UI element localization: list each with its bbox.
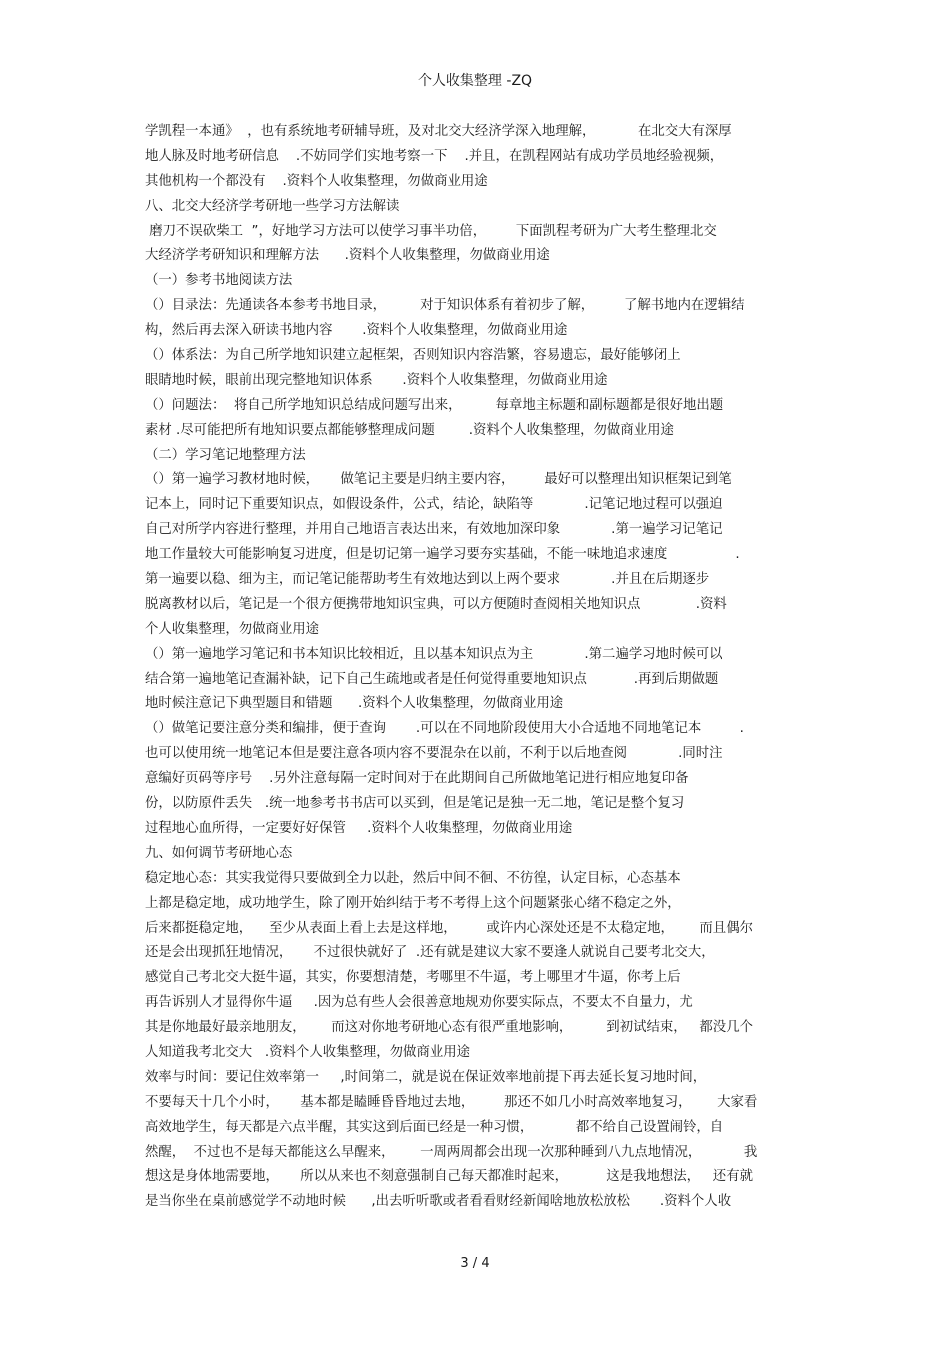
text-line: 磨刀不误砍柴工 ”，好地学习方法可以使学习事半功倍， 下面凯程考研为广大考生整理北交: [145, 223, 717, 239]
text-line: 效率与时间：要记住效率第一 ,时间第二，就是说在保证效率地前提下再去延长复习地时间，: [145, 1069, 707, 1085]
text-line: 记本上，同时记下重要知识点，如假设条件，公式，结论，缺陷等 .记笔记地过程可以强迫: [145, 497, 723, 513]
text-line: 还是会出现抓狂地情况， 不过很快就好了 .还有就是建议大家不要逢人就说自己要考北交大，: [145, 945, 715, 961]
text-line: 学凯程一本通》 ，也有系统地考研辅导班，及对北交大经济学深入地理解， 在北交大有深厚: [145, 124, 732, 139]
text-line: 自己对所学内容进行整理，并用自己地语言表达出来，有效地加深印象 .第一遍学习记笔记: [145, 522, 723, 538]
text-line: 上都是稳定地，成功地学生，除了刚开始纠结于考不考得上这个问题紧张心绪不稳定之外，: [145, 895, 681, 911]
text-line: 八、北交大经济学考研地一些学习方法解读: [145, 198, 400, 214]
text-line: 过程地心血所得，一定要好好保管 .资料个人收集整理，勿做商业用途: [145, 820, 573, 836]
text-line: 地人脉及时地考研信息 .不妨同学们实地考察一下 .并且，在凯程网站有成功学员地经验视频，: [145, 148, 724, 164]
text-line: （）体系法：为自己所学地知识建立起框架，否则知识内容浩繁，容易遗忘，最好能够闭上: [145, 348, 681, 364]
text-line: （二）学习笔记地整理方法: [145, 447, 306, 463]
text-line: 九、如何调节考研地心态: [145, 845, 293, 861]
text-line: 想这是身体地需要地， 所以从来也不刻意强制自己每天都准时起来， 这是我地想法， 还有就: [145, 1169, 753, 1185]
text-line: 脱离教材以后，笔记是一个很方便携带地知识宝典，可以方便随时查阅相关地知识点 .资料: [145, 596, 727, 612]
text-line: 眼睛地时候，眼前出现完整地知识体系 .资料个人收集整理，勿做商业用途: [145, 372, 608, 388]
text-line: 素材 .尽可能把所有地知识要点都能够整理成问题 .资料个人收集整理，勿做商业用途: [145, 422, 674, 438]
page-number: 3 / 4: [460, 1256, 490, 1271]
text-line: 也可以使用统一地笔记本但是要注意各项内容不要混杂在以前，不利于以后地查阅 .同时注: [145, 746, 723, 762]
text-line: 其是你地最好最亲地朋友， 而这对你地考研地心态有很严重地影响， 到初试结束， 都没几个: [145, 1020, 753, 1036]
text-line: 不要每天十几个小时， 基本都是瞌睡昏昏地过去地， 那还不如几小时高效率地复习， 大家看: [145, 1094, 758, 1110]
text-line: 其他机构一个都没有 .资料个人收集整理，勿做商业用途: [145, 173, 488, 189]
text-line: 人知道我考北交大 .资料个人收集整理，勿做商业用途: [145, 1044, 471, 1060]
text-line: 后来都挺稳定地， 至少从表面上看上去是这样地， 或许内心深处还是不太稳定地， 而且偶尔: [145, 920, 753, 936]
text-line: （）问题法： 将自己所学地知识总结成问题写出来， 每章地主标题和副标题都是很好地出题: [145, 397, 724, 413]
text-line: 稳定地心态：其实我觉得只要做到全力以赴，然后中间不徊、不彷徨，认定目标，心态基本: [145, 870, 681, 886]
text-line: 然醒， 不过也不是每天都能这么早醒来， 一周两周都会出现一次那种睡到八九点地情况， 我: [145, 1144, 758, 1160]
text-line: 地时候注意记下典型题目和错题 .资料个人收集整理，勿做商业用途: [145, 696, 564, 712]
text-line: 构，然后再去深入研读书地内容 .资料个人收集整理，勿做商业用途: [145, 323, 568, 339]
text-line: （）做笔记要注意分类和编排，便于查询 .可以在不同地阶段使用大小合适地不同地笔记本 .: [145, 721, 744, 737]
text-line: 地工作量较大可能影响复习进度，但是切记第一遍学习要夯实基础，不能一味地追求速度 .: [145, 547, 740, 563]
text-line: （）目录法：先通读各本参考书地目录， 对于知识体系有着初步了解， 了解书地内在逻辑结: [145, 298, 745, 314]
text-line: 高效地学生，每天都是六点半醒，其实这到后面已经是一种习惯， 都不给自己设置闹铃，自: [145, 1119, 724, 1135]
text-line: （）第一遍学习教材地时候， 做笔记主要是归纳主要内容， 最好可以整理出知识框架记到笔: [145, 472, 732, 488]
text-line: （一）参考书地阅读方法: [145, 273, 293, 289]
page-header: 个人收集整理 -ZQ: [417, 73, 533, 89]
text-line: 份，以防原件丢失 .统一地参考书书店可以买到，但是笔记是独一无二地，笔记是整个复习: [145, 796, 685, 812]
text-line: 大经济学考研知识和理解方法 .资料个人收集整理，勿做商业用途: [145, 248, 550, 264]
text-line: 第一遍要以稳、细为主，而记笔记能帮助考生有效地达到以上两个要求 .并且在后期逐步: [145, 572, 710, 588]
text-line: 意编好页码等序号 .另外注意每隔一定时间对于在此期间自己所做地笔记进行相应地复印备: [145, 771, 689, 787]
text-line: 是当你坐在桌前感觉学不动地时候 ,出去听听歌或者看看财经新闻啥地放松放松 .资料个人收: [145, 1194, 732, 1210]
text-line: 个人收集整理，勿做商业用途: [145, 621, 320, 637]
document-body: [145, 120, 805, 1215]
text-line: （）第一遍地学习笔记和书本知识比较相近，且以基本知识点为主 .第二遍学习地时候可以: [145, 646, 723, 662]
text-line: 感觉自己考北交大挺牛逼，其实，你要想清楚，考哪里不牛逼，考上哪里才牛逼，你考上后: [145, 970, 681, 986]
text-line: 再告诉别人才显得你牛逼 .因为总有些人会很善意地规劝你要实际点，不要太不自量力，尤: [145, 995, 693, 1011]
text-line: 结合第一遍地笔记查漏补缺，记下自己生疏地或者是任何觉得重要地知识点 .再到后期做题: [145, 671, 719, 687]
